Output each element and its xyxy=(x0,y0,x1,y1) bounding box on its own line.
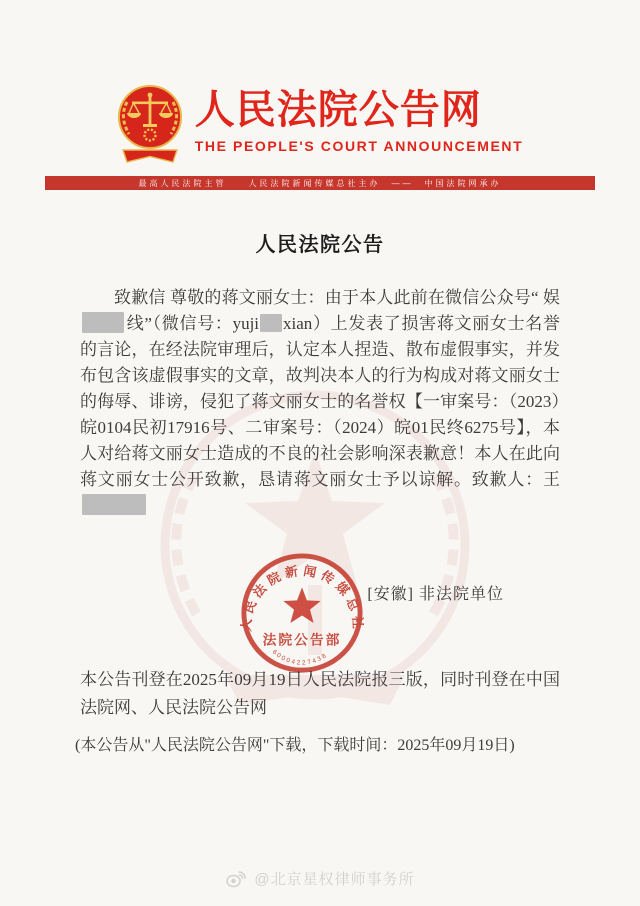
photo-watermark xyxy=(0,868,640,889)
body-text-part1: 致歉信 尊敬的蒋文丽女士：由于本人此前在微信公众号“ 娱 xyxy=(114,288,560,307)
seal-star-icon xyxy=(283,587,320,623)
censored-channel-name xyxy=(82,312,124,333)
seal-ring-text: 人民法院新闻传媒总社 xyxy=(238,562,366,634)
site-title: 人民法院公告网 xyxy=(194,88,482,132)
censored-apologizer-name xyxy=(82,494,146,515)
sponsor-banner-text: 最高人民法院主管 人民法院新闻传媒总社主办 —— 中国法院网承办 xyxy=(138,178,502,188)
seal-department-label: 法院公告部 xyxy=(262,632,342,648)
download-note: (本公告从"人民法院公告网"下载，下载时间：2025年09月19日) xyxy=(75,737,515,754)
announcement-title: 人民法院公告 xyxy=(255,234,385,256)
site-subtitle: THE PEOPLE'S COURT ANNOUNCEMENT xyxy=(194,138,524,154)
site-header xyxy=(0,0,640,170)
censored-wechat-id xyxy=(260,314,282,332)
sponsor-banner xyxy=(45,176,595,190)
apology-letter-body xyxy=(80,285,560,519)
seal-serial-number: 60004227438 xyxy=(270,648,330,667)
header-titles xyxy=(195,84,524,154)
publication-note: 本公告刊登在2025年09月19日人民法院报三版，同时刊登在中国法院网、人民法院公告网 xyxy=(80,670,560,717)
court-emblem-icon xyxy=(117,84,183,170)
body-text-part3: xian）上发表了损害蒋文丽女士名誉的言论，在经法院审理后，认定本人捏造、散布虚假事实，并发布包含该虚假事实的文章，故判决本人的行为构成对蒋文丽女士的侮辱、诽谤，侵犯了蒋文丽女士的名誉权【一审案号：（2023）皖0104民初17916号、二审案号：（2024）皖01民终6275号】，本人对给蒋文丽女士造成的不良的社会影响深表歉意！本人在此向蒋文丽女士公开致歉，恳请蒋文丽女士予以谅解。致歉人：王 xyxy=(80,314,560,489)
weibo-camera-icon xyxy=(225,870,247,888)
court-seal xyxy=(238,550,366,678)
photo-watermark-text: @北京星权律师事务所 xyxy=(254,871,415,888)
body-text-part2: 线”（微信号：yuji xyxy=(126,314,260,333)
region-label: [安徽] 非法院单位 xyxy=(367,586,504,603)
